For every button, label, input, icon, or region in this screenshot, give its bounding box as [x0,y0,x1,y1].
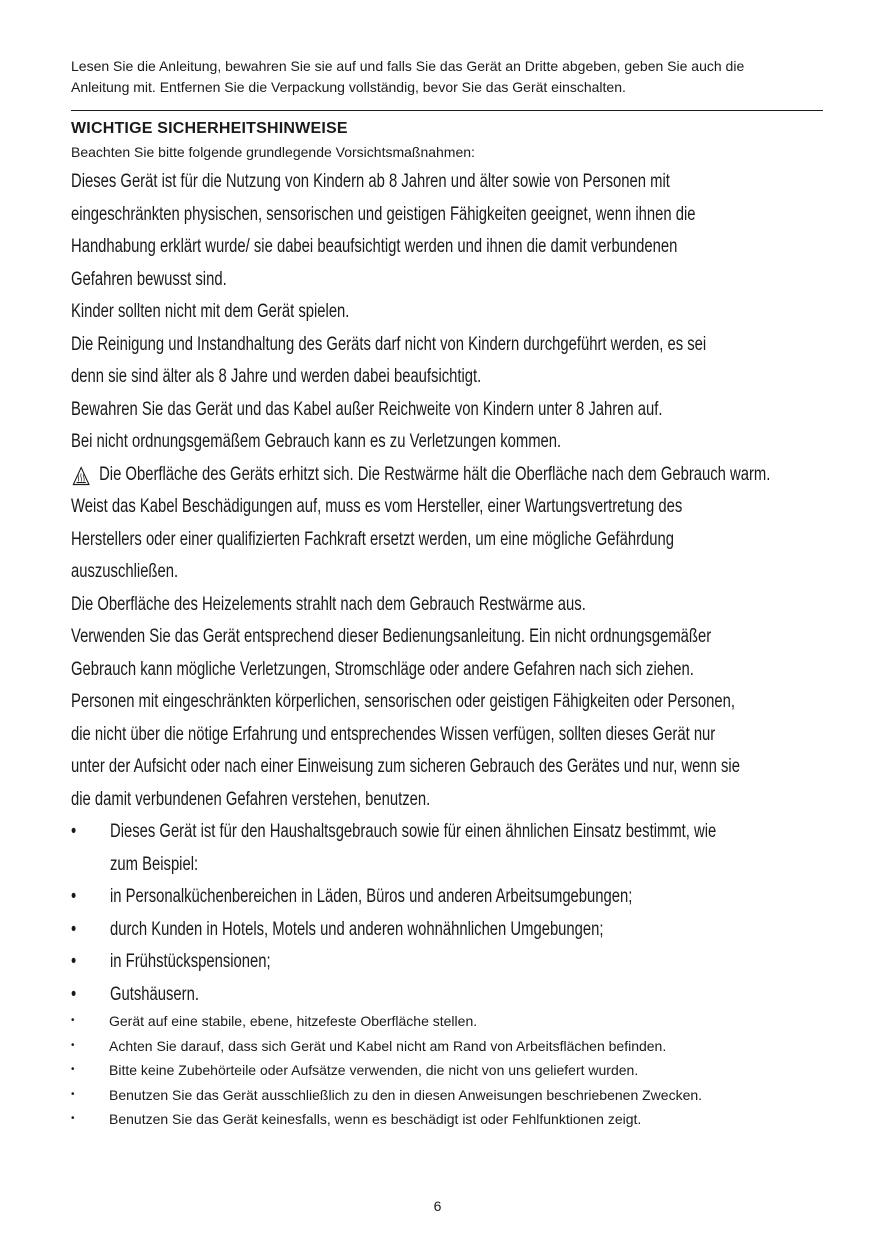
list-item [71,1058,823,1083]
text-line: Handhabung erklärt wurde/ sie dabei beaufsichtigt werden und ihnen die damit verbundenen [71,236,678,257]
list-item-text: Bitte keine Zubehörteile oder Aufsätze verwenden, die nicht von uns geliefert wurden. [109,1062,639,1078]
list-item-text: Benutzen Sie das Gerät ausschließlich zu den in diesen Anweisungen beschriebenen Zwecken. [109,1086,703,1103]
hot-surface-warning [71,459,823,492]
list-item [71,914,823,947]
text-line: die damit verbundenen Gefahren verstehen, benutzen. [71,788,431,810]
text-line: die nicht über die nötige Erfahrung und entsprechendes Wissen verfügen, sollten dieses Gerät nur [71,723,716,745]
list-item [71,946,823,979]
intro-line-2: Anleitung mit. Entfernen Sie die Verpackung vollständig, bevor Sie das Gerät einschalten. [71,79,626,95]
intro-line-1: Lesen Sie die Anleitung, bewahren Sie sie auf und falls Sie das Gerät an Dritte abgeben, geben Sie auch die [71,58,745,74]
bullet-icon: • [71,1088,75,1100]
list-item [71,1083,823,1108]
list-item [71,816,823,881]
list-item-text [110,816,823,881]
paragraph-cleaning [71,329,823,394]
text-line: Weist das Kabel Beschädigungen auf, muss es vom Hersteller, einer Wartungsvertretung des [71,496,683,517]
list-item [71,1107,823,1132]
text-line: Herstellers oder einer qualifizierten Fachkraft ersetzt werden, um eine mögliche Gefährdung [71,528,674,550]
text-line: Die Reinigung und Instandhaltung des Geräts darf nicht von Kindern durchgeführt werden, es sei [71,333,707,355]
text-line: Kinder sollten nicht mit dem Gerät spielen. [71,301,350,322]
text-line: auszuschließen. [71,561,179,582]
text-line: denn sie sind älter als 8 Jahre und werden dabei beaufsichtigt. [71,366,482,387]
list-item [71,1009,823,1034]
text-line: eingeschränkten physischen, sensorischen und geistigen Fähigkeiten geeignet, wenn ihnen die [71,203,696,225]
list-item-text: Gerät auf eine stabile, ebene, hitzefeste Oberfläche stellen. [109,1013,478,1029]
text-line: zum Beispiel: [110,853,199,875]
bullet-icon: • [71,1113,75,1124]
bullet-icon: • [71,951,77,972]
text-line: Dieses Gerät ist für die Nutzung von Kindern ab 8 Jahren und älter sowie von Personen mit [71,171,670,192]
bullet-icon: • [71,918,77,940]
section-subheading: Beachten Sie bitte folgende grundlegende Vorsichtsmaßnahmen: [71,144,475,160]
text-line: Bewahren Sie das Gerät und das Kabel außer Reichweite von Kindern unter 8 Jahren auf. [71,398,663,420]
list-item [71,1034,823,1059]
section-divider [71,110,823,111]
document-page [71,56,823,1132]
list-item-text: in Frühstückspensionen; [110,951,271,972]
hot-surface-warning-icon [73,465,90,485]
intro-text [71,56,823,98]
text-line: unter der Aufsicht oder nach einer Einweisung zum sicheren Gebrauch des Gerätes und nur, wenn sie [71,756,740,777]
text-line: Gefahren bewusst sind. [71,268,227,290]
paragraph-proper-use [71,621,823,686]
paragraph-storage [71,394,823,427]
list-item-text: in Personalküchenbereichen in Läden, Büros und anderen Arbeitsumgebungen; [110,886,633,907]
list-item [71,881,823,914]
bullet-icon: • [71,1039,75,1051]
text-line: Die Oberfläche des Heizelements strahlt nach dem Gebrauch Restwärme aus. [71,593,586,615]
list-item-text: Benutzen Sie das Gerät keinesfalls, wenn es beschädigt ist oder Fehlfunktionen zeigt. [109,1111,642,1127]
paragraph-children-use [71,166,823,296]
bullet-icon: • [71,983,77,1005]
text-line: Personen mit eingeschränkten körperlichen, sensorischen oder geistigen Fähigkeiten oder Personen, [71,691,735,712]
paragraph-supervision [71,686,823,816]
text-line: Dieses Gerät ist für den Haushaltsgebrauch sowie für einen ähnlichen Einsatz bestimmt, wie [110,821,717,842]
text-line: Verwenden Sie das Gerät entsprechend dieser Bedienungsanleitung. Ein nicht ordnungsgemäßer [71,626,712,647]
paragraph-residual-heat [71,589,823,622]
list-item-text: Achten Sie darauf, dass sich Gerät und Kabel nicht am Rand von Arbeitsflächen befinden. [109,1037,667,1054]
bullet-icon: • [71,821,77,842]
list-item [71,979,823,1012]
usage-list [71,816,823,1011]
list-item-text: durch Kunden in Hotels, Motels und anderen wohnähnlichen Umgebungen; [110,918,604,940]
section-heading: WICHTIGE SICHERHEITSHINWEISE [71,120,348,137]
bullet-icon: • [71,886,77,907]
paragraph-children-play [71,296,823,329]
text-line: Bei nicht ordnungsgemäßem Gebrauch kann es zu Verletzungen kommen. [71,431,562,452]
paragraph-cable [71,491,823,589]
bullet-icon: • [71,1064,75,1075]
safety-instructions [71,166,823,1011]
warning-text: Die Oberfläche des Geräts erhitzt sich. Die Restwärme hält die Oberfläche nach dem Gebrauch warm. [99,463,771,485]
list-item-text: Gutshäusern. [110,983,199,1005]
text-line: Gebrauch kann mögliche Verletzungen, Stromschläge oder andere Gefahren nach sich ziehen. [71,658,694,680]
placement-list [71,1009,823,1132]
page-number: 6 [433,1198,442,1214]
paragraph-injury [71,426,823,459]
bullet-icon: • [71,1015,75,1026]
